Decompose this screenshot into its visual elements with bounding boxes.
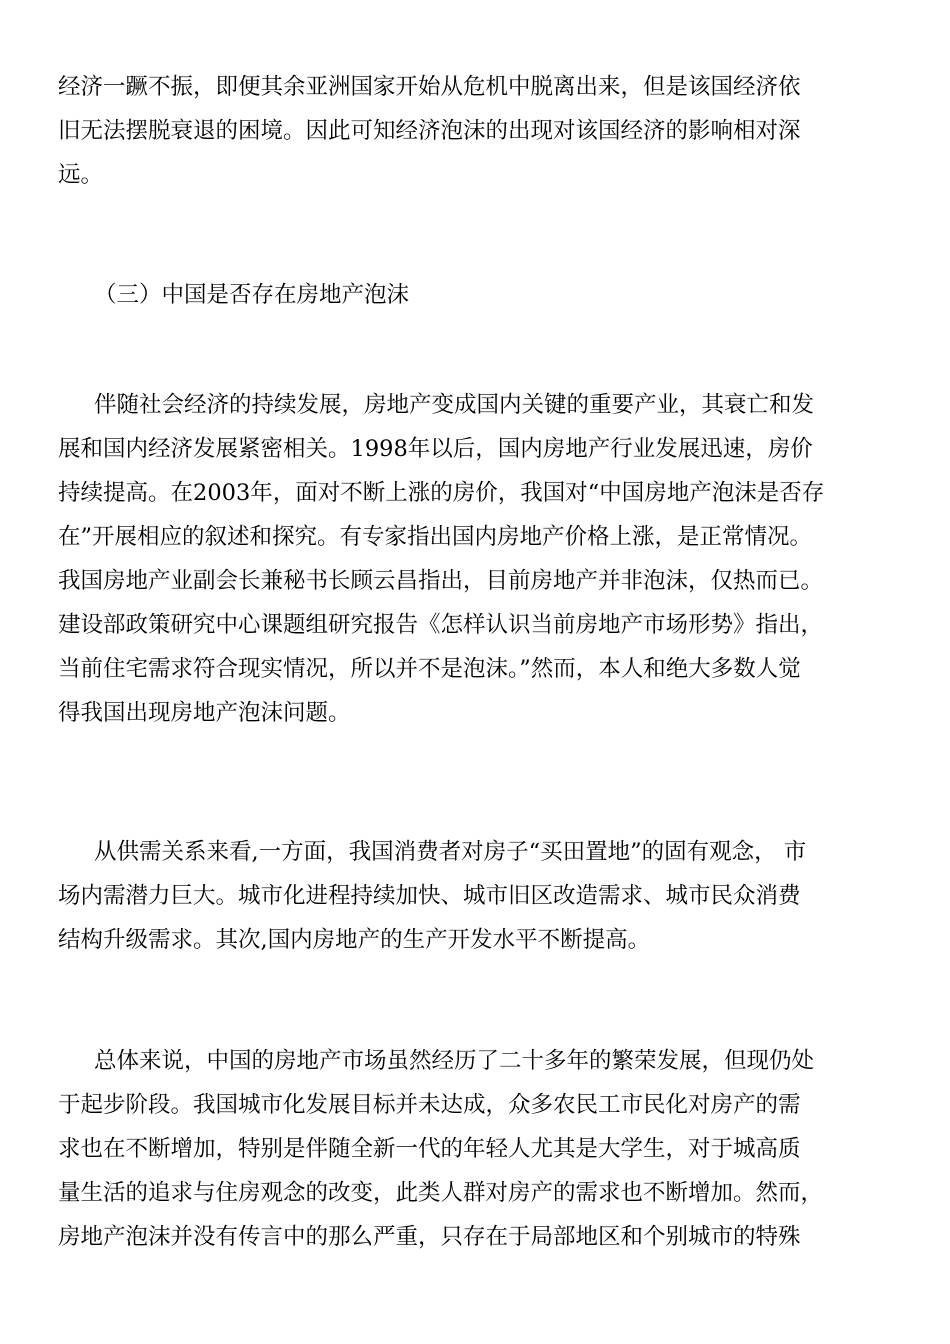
text-line: 我国房地产业副会长兼秘书长顾云昌指出，目前房地产并非泡沫，仅热而已。 <box>58 568 824 594</box>
paragraph-supply-demand <box>58 830 898 962</box>
paragraph-real-estate-development <box>58 383 898 735</box>
text-line: 结构升级需求。其次,国内房地产的生产开发水平不断提高。 <box>58 927 651 953</box>
text-line: 场内需潜力巨大。城市化进程持续加快、城市旧区改造需求、城市民众消费 <box>58 883 801 909</box>
text-line: 房地产泡沫并没有传言中的那么严重，只存在于局部地区和个别城市的特殊 <box>58 1224 801 1250</box>
text-line: 求也在不断增加，特别是伴随全新一代的年轻人尤其是大学生，对于城高质 <box>58 1136 801 1162</box>
text-line: 持续提高。在2003年，面对不断上涨的房价，我国对“中国房地产泡沫是否存 <box>58 480 825 506</box>
text-line: 远。 <box>58 162 104 188</box>
text-line: 得我国出现房地产泡沫问题。 <box>58 700 351 726</box>
text-line: 总体来说，中国的房地产市场虽然经历了二十多年的繁荣发展，但现仍处 <box>94 1048 815 1074</box>
text-line: 从供需关系来看,一方面，我国消费者对房子“买田置地”的固有观念， 市 <box>94 839 807 865</box>
text-line: 经济一蹶不振，即便其余亚洲国家开始从危机中脱离出来，但是该国经济依 <box>58 74 801 100</box>
text-line: 于起步阶段。我国城市化发展目标并未达成，众多农民工市民化对房产的需 <box>58 1092 801 1118</box>
paragraph-economic-bubble-impact <box>58 65 898 197</box>
text-line: 展和国内经济发展紧密相关。1998年以后，国内房地产行业发展迅速，房价 <box>58 436 813 462</box>
text-line: 在”开展相应的叙述和探究。有专家指出国内房地产价格上涨，是正常情况。 <box>58 524 813 550</box>
text-line: 量生活的追求与住房观念的改变，此类人群对房产的需求也不断增加。然而， <box>58 1180 824 1206</box>
section-heading: （三）中国是否存在房地产泡沫 <box>94 282 410 308</box>
text-line: 伴随社会经济的持续发展，房地产变成国内关键的重要产业，其衰亡和发 <box>94 392 815 418</box>
text-line: 当前住宅需求符合现实情况，所以并不是泡沫。”然而，本人和绝大多数人觉 <box>58 656 801 682</box>
text-line: 建设部政策研究中心课题组研究报告《怎样认识当前房地产市场形势》指出， <box>58 612 824 638</box>
text-line: 旧无法摆脱衰退的困境。因此可知经济泡沫的出现对该国经济的影响相对深 <box>58 118 801 144</box>
paragraph-overall-summary <box>58 1039 898 1259</box>
